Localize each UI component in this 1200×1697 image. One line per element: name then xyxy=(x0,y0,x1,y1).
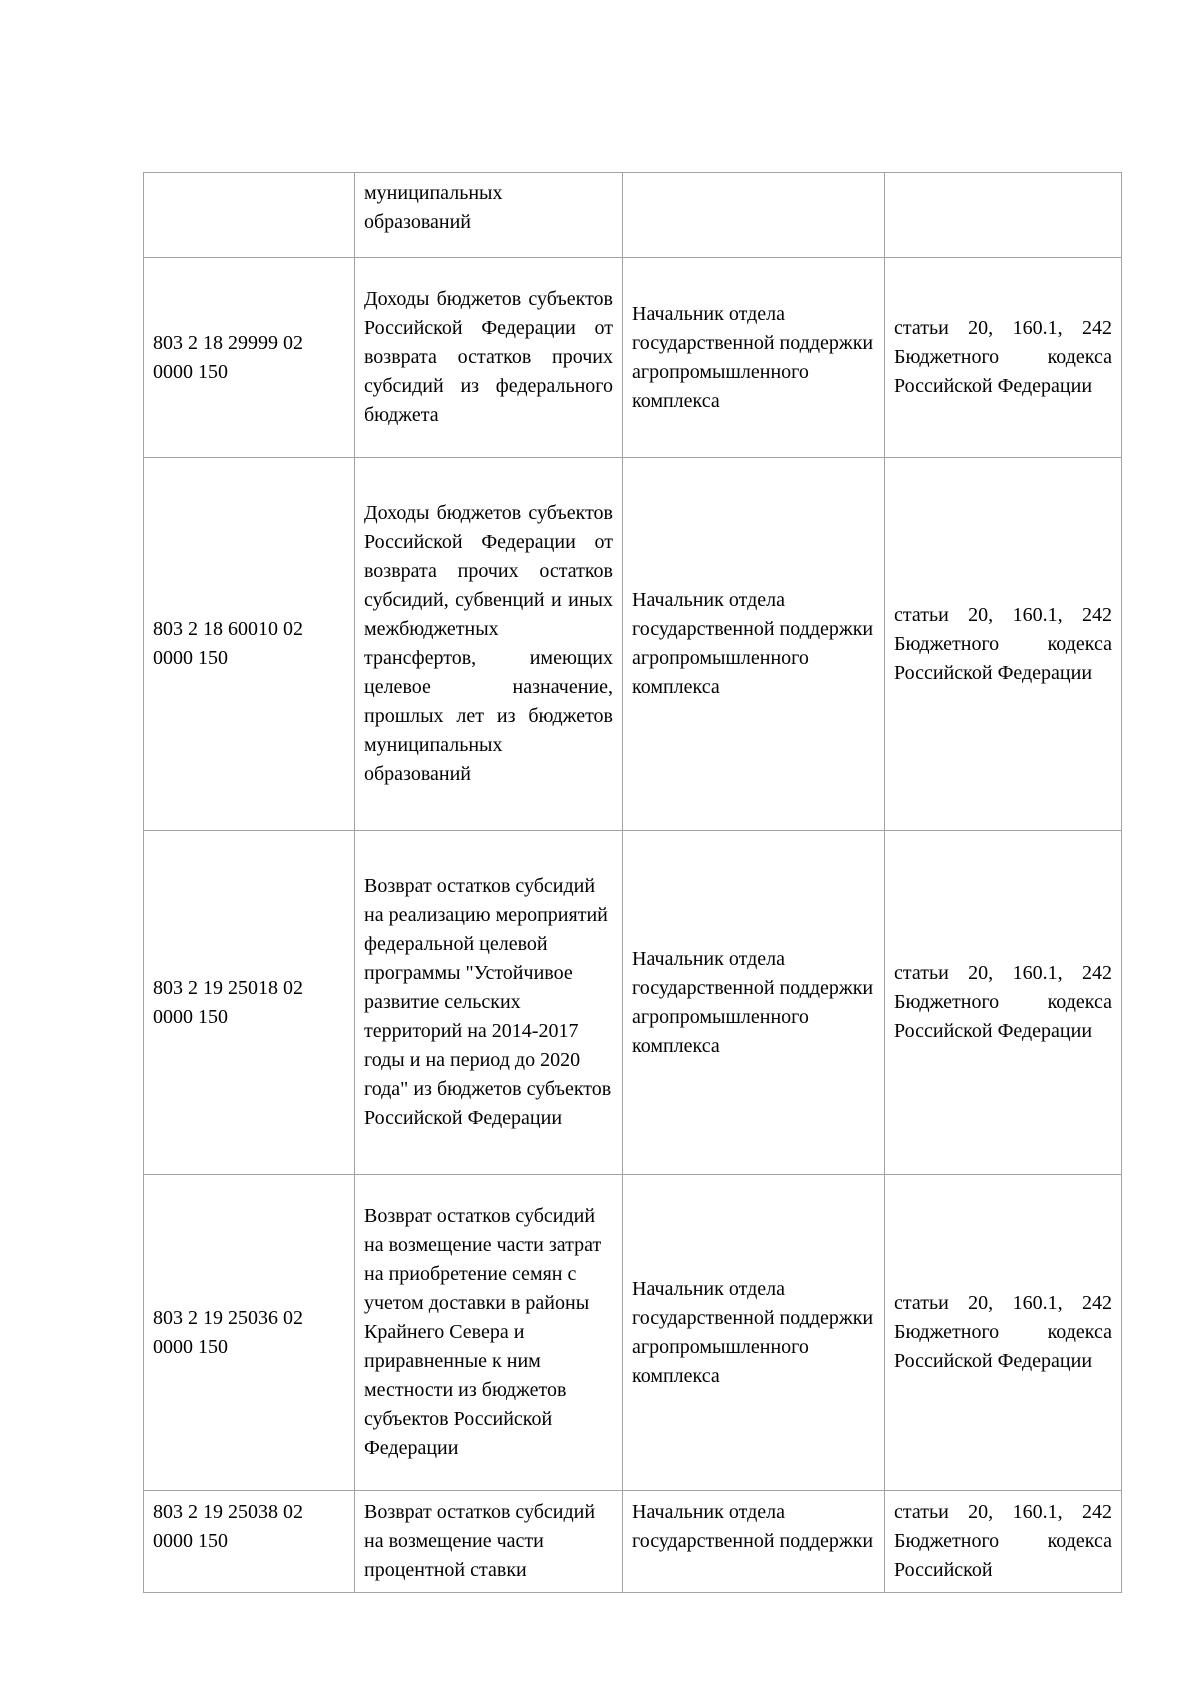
table-row xyxy=(144,1491,1122,1593)
legal-basis-cell: статьи 20, 160.1, 242 Бюджетного кодекса Российской Федерации xyxy=(885,1175,1122,1491)
table-row xyxy=(144,258,1122,458)
legal-basis-cell: статьи 20, 160.1, 242 Бюджетного кодекса Российской Федерации xyxy=(885,258,1122,458)
legal-basis-cell xyxy=(885,173,1122,258)
legal-basis-cell: статьи 20, 160.1, 242 Бюджетного кодекса Российской xyxy=(885,1491,1122,1593)
table-row xyxy=(144,1175,1122,1491)
legal-basis-cell: статьи 20, 160.1, 242 Бюджетного кодекса Российской Федерации xyxy=(885,458,1122,831)
responsible-person-cell: Начальник отдела государственной поддержки агропромышленного комплекса xyxy=(623,458,885,831)
income-code-text: 803 2 18 60010 02 0000 150 xyxy=(153,618,303,669)
income-code-cell xyxy=(144,831,355,1175)
income-code-cell xyxy=(144,1491,355,1593)
income-code-text: 803 2 19 25038 02 0000 150 xyxy=(153,1501,303,1552)
income-name-cell: Доходы бюджетов субъектов Российской Федерации от возврата прочих остатков субсидий, субвенций и иных межбюджетных трансфертов, имеющих целевое назначение, прошлых лет из бюджетов муниципальных образований xyxy=(355,458,623,831)
income-name-cell: Возврат остатков субсидий на возмещение части процентной ставки xyxy=(355,1491,623,1593)
income-name-cell: Возврат остатков субсидий на возмещение части затрат на приобретение семян с учетом доставки в районы Крайнего Севера и приравненные к ним местности из бюджетов субъектов Российской Федерации xyxy=(355,1175,623,1491)
responsible-person-cell: Начальник отдела государственной поддержки агропромышленного комплекса xyxy=(623,258,885,458)
income-code-text: 803 2 18 29999 02 0000 150 xyxy=(153,331,303,383)
income-code-cell xyxy=(144,173,355,258)
income-code-cell xyxy=(144,258,355,458)
income-name-text: муниципальных образований xyxy=(364,182,503,233)
responsible-person-cell: Начальник отдела государственной поддержки агропромышленного комплекса xyxy=(623,831,885,1175)
income-code-text: 803 2 19 25018 02 0000 150 xyxy=(153,976,303,1028)
budget-revenue-table xyxy=(143,172,1122,1593)
income-code-cell xyxy=(144,458,355,831)
responsible-person-cell: Начальник отдела государственной поддержки агропромышленного комплекса xyxy=(623,1175,885,1491)
income-name-cell: Доходы бюджетов субъектов Российской Федерации от возврата остатков прочих субсидий из федерального бюджета xyxy=(355,258,623,458)
table-row xyxy=(144,831,1122,1175)
income-name-cell xyxy=(355,173,623,258)
legal-basis-cell: статьи 20, 160.1, 242 Бюджетного кодекса Российской Федерации xyxy=(885,831,1122,1175)
responsible-person-cell xyxy=(623,173,885,258)
income-name-cell: Возврат остатков субсидий на реализацию мероприятий федеральной целевой программы "Устойчивое развитие сельских территорий на 2014-2017 годы и на период до 2020 года" из бюджетов субъектов Российской Федерации xyxy=(355,831,623,1175)
income-code-cell xyxy=(144,1175,355,1491)
table-row xyxy=(144,458,1122,831)
table-row xyxy=(144,173,1122,258)
responsible-person-cell: Начальник отдела государственной поддержки xyxy=(623,1491,885,1593)
income-code-text: 803 2 19 25036 02 0000 150 xyxy=(153,1306,303,1358)
